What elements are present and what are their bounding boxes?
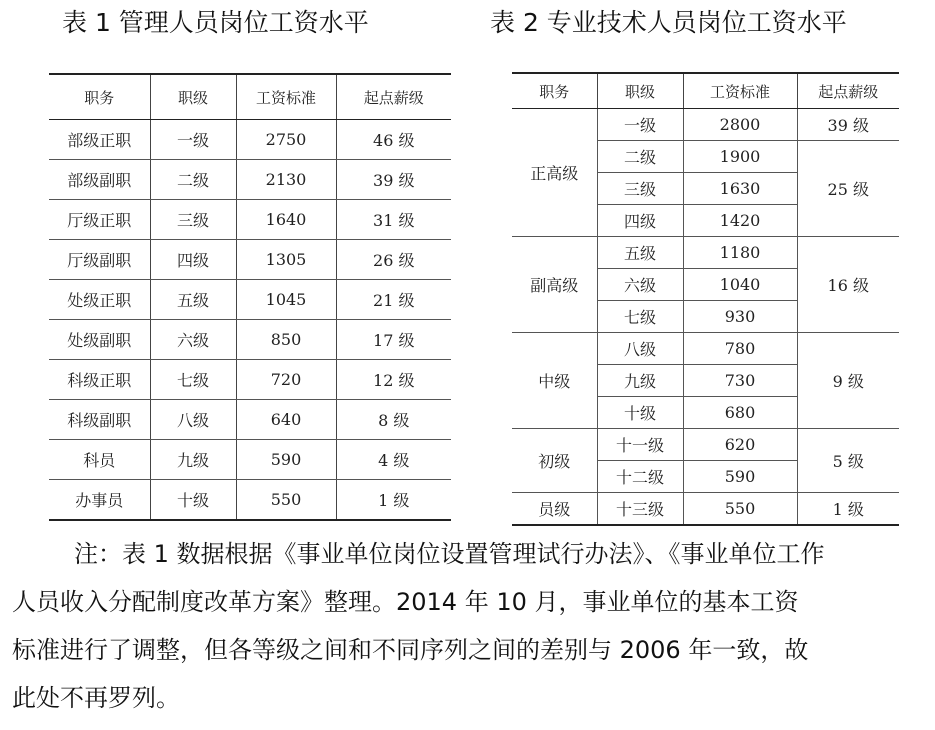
table-row	[49, 120, 451, 160]
table-cell: 十三级	[597, 493, 683, 526]
table-cell: 39 级	[336, 160, 451, 200]
table-row	[49, 320, 451, 360]
table-cell: 850	[236, 320, 336, 360]
table-cell: 十级	[150, 480, 236, 521]
table2-group-senior: 正高级	[512, 109, 597, 237]
table1-management-salary	[49, 73, 451, 521]
table-row	[49, 360, 451, 400]
table-cell: 十一级	[597, 429, 683, 461]
table-cell: 十级	[597, 397, 683, 429]
table-cell: 16 级	[797, 237, 899, 333]
table-cell: 4 级	[336, 440, 451, 480]
table-cell: 四级	[150, 240, 236, 280]
table-cell: 处级副职	[49, 320, 150, 360]
table-cell: 720	[236, 360, 336, 400]
table-cell: 12 级	[336, 360, 451, 400]
note-line: 此处不再罗列。	[12, 684, 180, 712]
table1-header-position: 职务	[49, 74, 150, 120]
table-cell: 680	[683, 397, 797, 429]
table-cell: 5 级	[797, 429, 899, 493]
table2-header-position: 职务	[512, 73, 597, 109]
table2-header-grade: 职级	[597, 73, 683, 109]
table-cell: 590	[683, 461, 797, 493]
table1-header-start-level: 起点薪级	[336, 74, 451, 120]
table-cell: 二级	[597, 141, 683, 173]
table2-header-salary: 工资标准	[683, 73, 797, 109]
table-cell: 1640	[236, 200, 336, 240]
table-cell: 五级	[597, 237, 683, 269]
table2-header-start-level: 起点薪级	[797, 73, 899, 109]
table-cell: 二级	[150, 160, 236, 200]
table-cell: 2800	[683, 109, 797, 141]
table1-caption: 表 1 管理人员岗位工资水平	[62, 8, 369, 37]
table-cell: 部级正职	[49, 120, 150, 160]
table-cell: 1420	[683, 205, 797, 237]
table-cell: 8 级	[336, 400, 451, 440]
table-cell: 十二级	[597, 461, 683, 493]
table-cell: 620	[683, 429, 797, 461]
table-cell: 930	[683, 301, 797, 333]
table-cell: 厅级副职	[49, 240, 150, 280]
table-cell: 640	[236, 400, 336, 440]
table-cell: 46 级	[336, 120, 451, 160]
table2-group-intermediate: 中级	[512, 333, 597, 429]
table2-caption: 表 2 专业技术人员岗位工资水平	[490, 8, 847, 37]
table-cell: 730	[683, 365, 797, 397]
table-cell: 九级	[597, 365, 683, 397]
table-row	[512, 109, 899, 141]
table1-header-grade: 职级	[150, 74, 236, 120]
table-cell: 2130	[236, 160, 336, 200]
table-cell: 17 级	[336, 320, 451, 360]
table-cell: 2750	[236, 120, 336, 160]
table-cell: 1 级	[797, 493, 899, 526]
table-row	[49, 480, 451, 521]
table-row	[512, 237, 899, 269]
table-cell: 办事员	[75, 491, 124, 510]
table-row	[512, 493, 899, 526]
table-cell: 550	[683, 493, 797, 526]
table-cell: 五级	[150, 280, 236, 320]
table2-group-staff: 员级	[512, 493, 597, 526]
table-cell: 1040	[683, 269, 797, 301]
table-cell: 590	[236, 440, 336, 480]
table-cell: 9 级	[797, 333, 899, 429]
table-row	[512, 333, 899, 365]
table-row	[49, 440, 451, 480]
table-cell: 六级	[597, 269, 683, 301]
table-cell: 厅级正职	[49, 200, 150, 240]
table-cell: 1305	[236, 240, 336, 280]
table-cell: 处级正职	[49, 280, 150, 320]
table-cell: 一级	[597, 109, 683, 141]
table1-header-salary: 工资标准	[236, 74, 336, 120]
table-cell: 780	[683, 333, 797, 365]
table2-header-row	[512, 73, 899, 109]
table1-header-row	[49, 74, 451, 120]
table-row	[49, 160, 451, 200]
table-cell: 八级	[597, 333, 683, 365]
table-cell: 一级	[150, 120, 236, 160]
table-cell: 25 级	[797, 141, 899, 237]
table-cell: 科级副职	[49, 400, 150, 440]
table-cell: 三级	[150, 200, 236, 240]
table-cell: 550	[236, 480, 336, 521]
table-cell: 21 级	[336, 280, 451, 320]
table-cell: 39 级	[797, 109, 899, 141]
table-row	[512, 429, 899, 461]
table-cell: 1630	[683, 173, 797, 205]
table-cell: 1180	[683, 237, 797, 269]
table-cell: 科级正职	[49, 360, 150, 400]
table-row	[49, 200, 451, 240]
table-cell: 七级	[597, 301, 683, 333]
table-row	[49, 400, 451, 440]
table-row	[49, 280, 451, 320]
table-cell: 七级	[150, 360, 236, 400]
table2-technical-salary	[512, 72, 899, 526]
table-cell: 九级	[150, 440, 236, 480]
table-note	[12, 530, 924, 722]
table-cell: 26 级	[336, 240, 451, 280]
table2-group-junior: 初级	[512, 429, 597, 493]
table-cell: 科员	[49, 440, 150, 480]
table-cell: 1045	[236, 280, 336, 320]
table-cell: 1900	[683, 141, 797, 173]
note-line: 注：表 1 数据根据《事业单位岗位设置管理试行办法》、《事业单位工作	[74, 540, 825, 568]
table2-group-associate-senior: 副高级	[512, 237, 597, 333]
table-cell: 31 级	[336, 200, 451, 240]
table-cell: 六级	[150, 320, 236, 360]
table-cell: 八级	[150, 400, 236, 440]
table-row	[49, 240, 451, 280]
table-cell: 1 级	[336, 480, 451, 521]
table-cell: 部级副职	[49, 160, 150, 200]
note-line: 人员收入分配制度改革方案》整理。2014 年 10 月，事业单位的基本工资	[12, 588, 799, 616]
table-cell: 四级	[597, 205, 683, 237]
note-line: 标准进行了调整，但各等级之间和不同序列之间的差别与 2006 年一致，故	[12, 636, 809, 664]
table-cell: 三级	[597, 173, 683, 205]
